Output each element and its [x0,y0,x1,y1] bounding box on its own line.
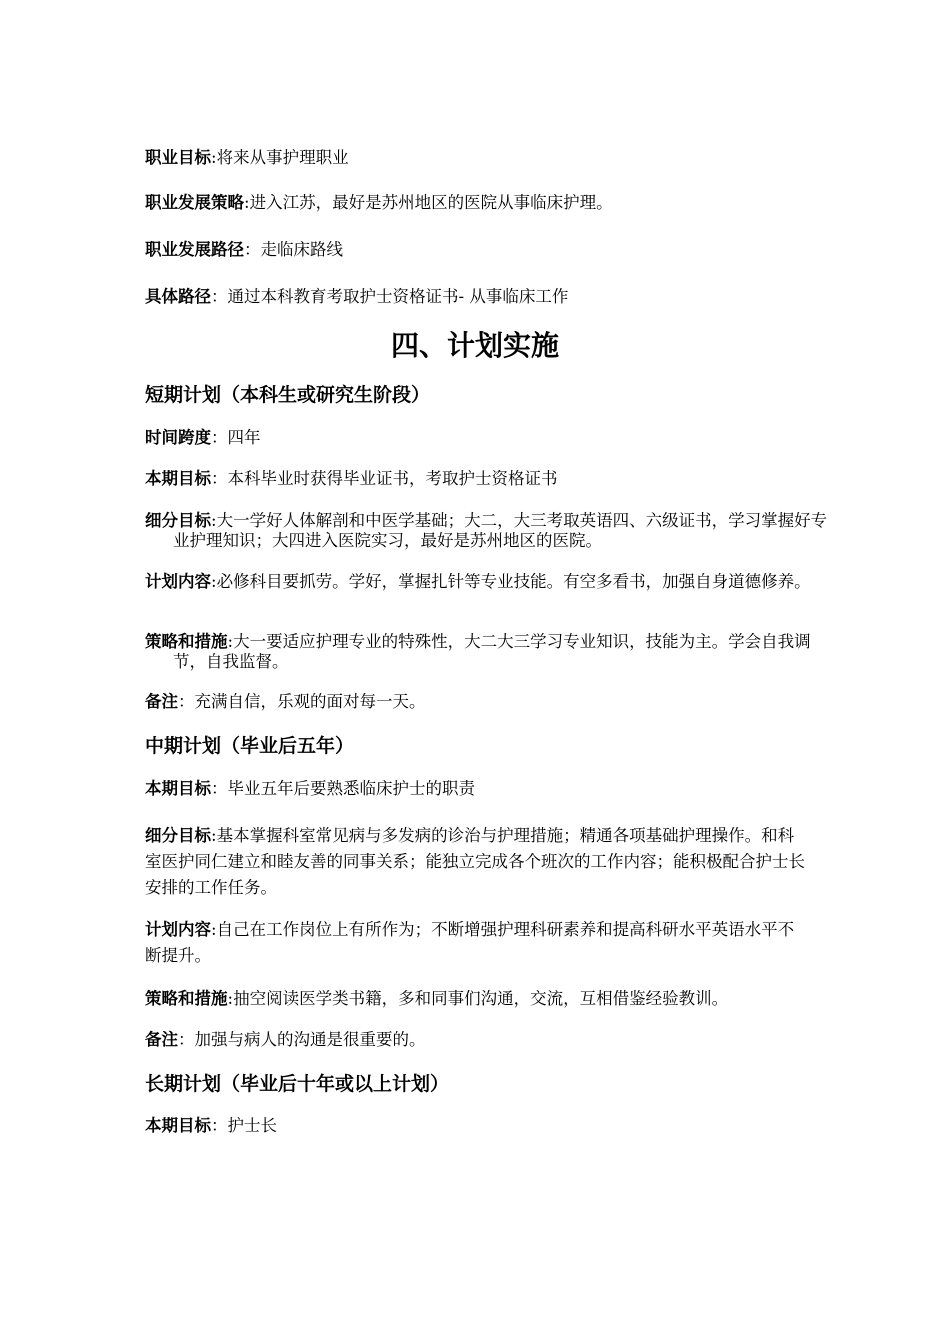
career-goal-line [145,148,825,168]
item-label: 具体路径 [145,287,211,306]
item-label: 职业发展策略 [145,193,244,212]
item-text: 基本掌握科室常见病与多发病的诊治与护理措施；精通各项基础护理操作。和科室医护同仁建立和睦友善的同事关系；能独立完成各个班次的工作内容；能积极配合护士长安排的工作任务。 [145,826,805,897]
item-label: 职业目标 [145,148,211,167]
specific-path-line [145,287,825,307]
item-label: 细分目标 [145,511,211,530]
item-text: 将来从事护理职业 [216,148,349,167]
mid-term-item [145,989,825,1009]
item-text: 四年 [227,428,261,447]
item-separator: ： [178,692,195,711]
item-label: 备注 [145,692,178,711]
mid-term-item [145,823,810,901]
item-separator: : [211,826,217,845]
short-term-item [145,632,838,672]
short-term-heading: 短期计划（本科生或研究生阶段） [145,384,431,406]
short-term-item [145,572,838,592]
item-text: 走临床路线 [260,240,343,259]
item-separator: ： [211,779,228,798]
item-label: 计划内容 [145,920,211,939]
career-path-line [145,240,825,260]
item-separator: : [227,632,234,651]
mid-term-item [145,779,825,799]
item-text: 必修科目要抓劳。学好，掌握扎针等专业技能。有空多看书，加强自身道德修养。 [216,572,811,591]
item-separator: : [211,148,217,167]
item-label: 时间跨度 [145,428,211,447]
item-separator: ： [211,1116,228,1135]
item-label: 职业发展路径 [145,240,244,259]
item-separator: : [211,511,217,530]
item-separator: : [211,920,217,939]
item-text: 加强与病人的沟通是很重要的。 [194,1030,426,1049]
item-separator: : [227,989,234,1008]
mid-term-item [145,1030,825,1050]
item-label: 本期目标 [145,1116,211,1135]
item-separator: ： [211,428,228,447]
item-separator: : [211,572,217,591]
mid-term-heading: 中期计划（毕业后五年） [145,735,355,757]
item-label: 细分目标 [145,826,211,845]
item-text: 充满自信，乐观的面对每一天。 [194,692,426,711]
item-separator: ： [211,287,228,306]
short-term-item [145,511,838,551]
item-text: 自己在工作岗位上有所作为；不断增强护理科研素养和提高科研水平英语水平不断提升。 [145,920,795,965]
item-label: 策略和措施 [145,632,228,651]
item-text: 大一学好人体解剖和中医学基础；大二，大三考取英语四、六级证书，学习掌握好专业护理知识；大四进入医院实习，最好是苏州地区的医院。 [173,511,828,550]
item-label: 计划内容 [145,572,211,591]
item-separator: ： [244,240,261,259]
career-strategy-line [145,193,825,213]
item-label: 本期目标 [145,469,211,488]
long-term-item [145,1116,825,1136]
item-text: 进入江苏，最好是苏州地区的医院从事临床护理。 [249,193,613,212]
item-text: 护士长 [227,1116,277,1135]
item-text: 通过本科教育考取护士资格证书- 从事临床工作 [227,287,569,306]
item-separator: ： [178,1030,195,1049]
item-text: 大一要适应护理专业的特殊性，大二大三学习专业知识，技能为主。学会自我调节，自我监督。 [173,632,811,671]
item-text: 毕业五年后要熟悉临床护士的职责 [227,779,475,798]
item-text: 抽空阅读医学类书籍，多和同事们沟通，交流，互相借鉴经验教训。 [233,989,729,1008]
item-label: 本期目标 [145,779,211,798]
mid-term-item [145,917,810,969]
item-text: 本科毕业时获得毕业证书，考取护士资格证书 [227,469,558,488]
item-label: 策略和措施 [145,989,228,1008]
section-title: 四、计划实施 [390,329,559,362]
short-term-item [145,692,825,712]
short-term-item [145,428,825,448]
item-label: 备注 [145,1030,178,1049]
item-separator: ： [211,469,228,488]
short-term-item [145,469,825,489]
long-term-heading: 长期计划（毕业后十年或以上计划） [145,1073,450,1095]
item-separator: : [244,193,250,212]
